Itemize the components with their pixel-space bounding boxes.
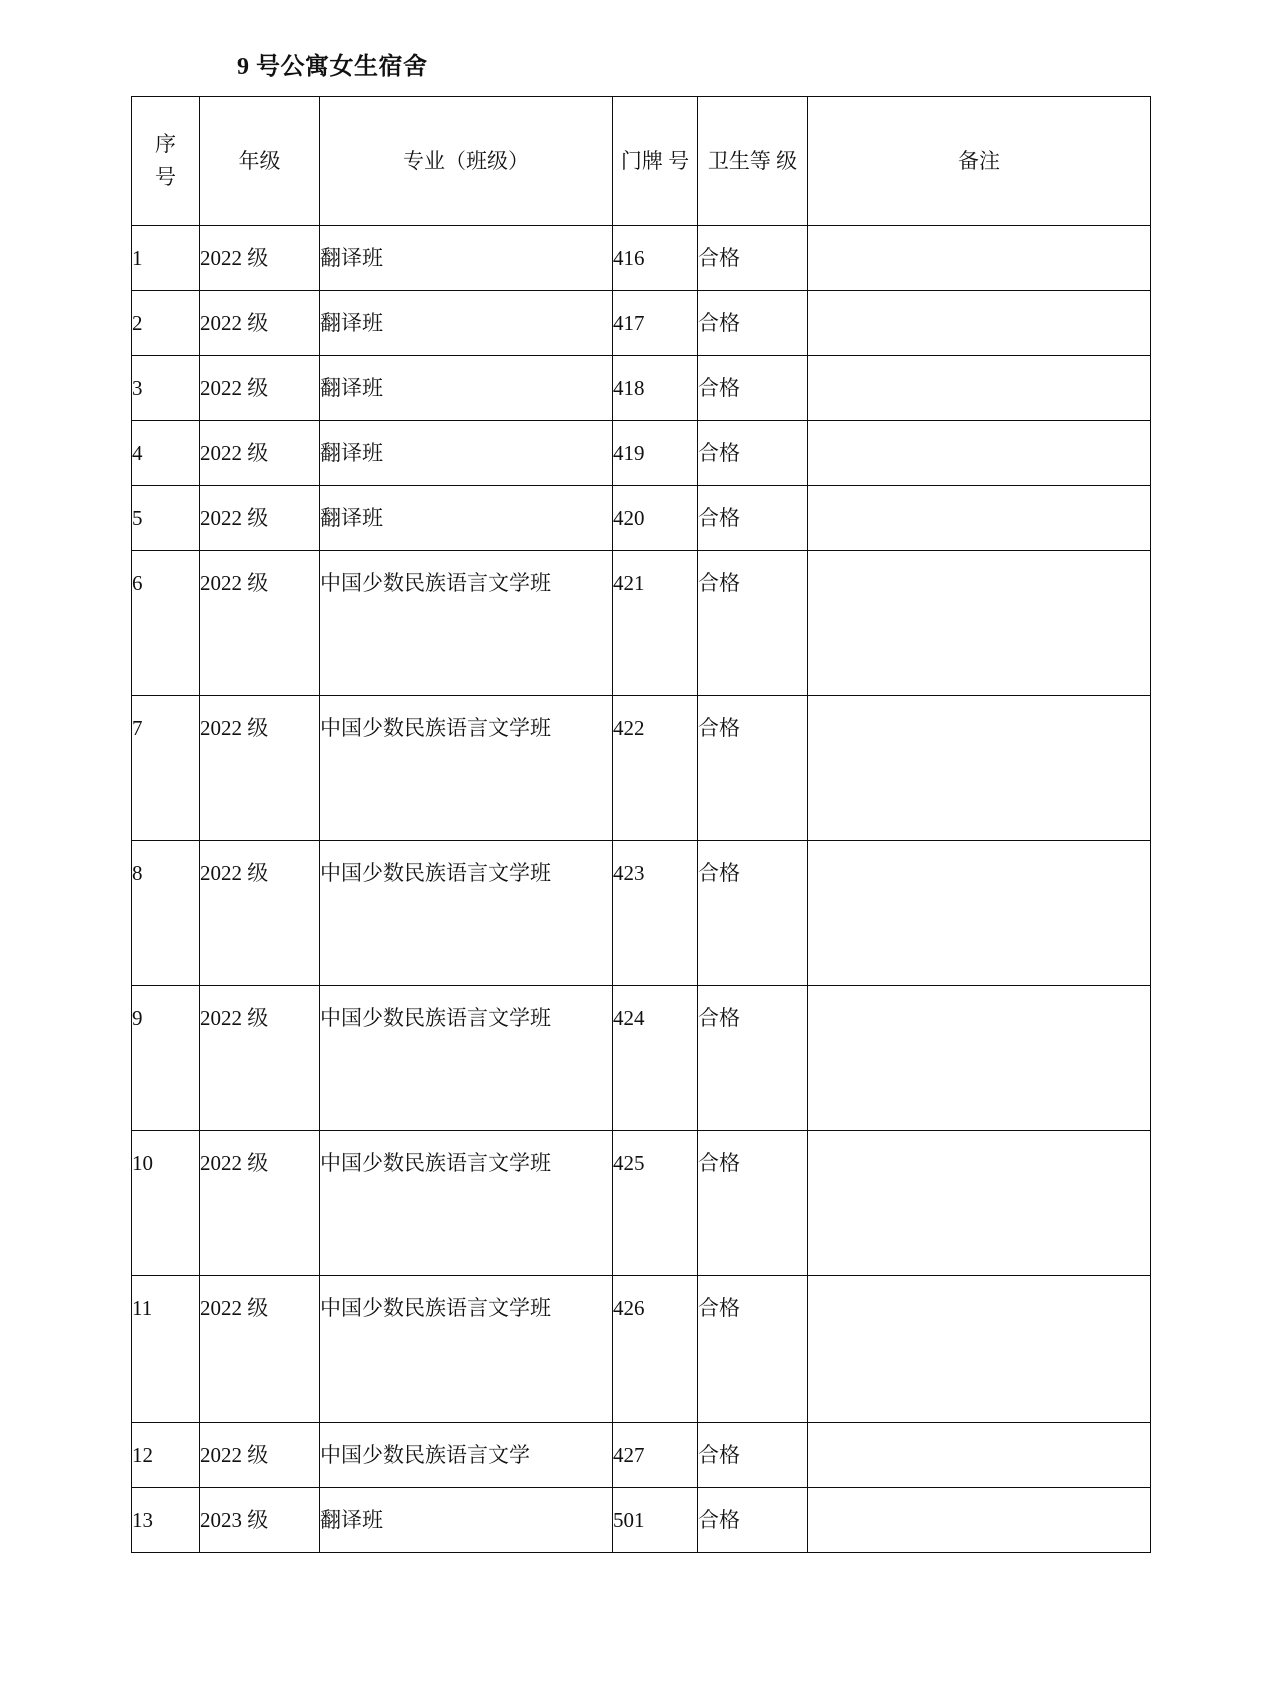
cell-level: 合格: [698, 986, 808, 1131]
cell-seq: 9: [132, 986, 200, 1131]
dormitory-roster-table: [131, 96, 1151, 1553]
table-row: [132, 986, 1151, 1131]
cell-grade: 2022 级: [200, 841, 320, 986]
cell-level: 合格: [698, 291, 808, 356]
column-header-remark: 备注: [808, 97, 1151, 226]
cell-level: 合格: [698, 356, 808, 421]
cell-grade: 2022 级: [200, 421, 320, 486]
cell-level: 合格: [698, 1488, 808, 1553]
cell-major: 中国少数民族语言文学班: [320, 551, 613, 696]
cell-grade: 2022 级: [200, 986, 320, 1131]
cell-grade: 2022 级: [200, 696, 320, 841]
cell-remark: [808, 1488, 1151, 1553]
cell-room: 421: [613, 551, 698, 696]
table-row: [132, 696, 1151, 841]
cell-major: 中国少数民族语言文学班: [320, 1276, 613, 1423]
cell-level: 合格: [698, 486, 808, 551]
cell-grade: 2022 级: [200, 1276, 320, 1423]
cell-remark: [808, 226, 1151, 291]
table-row: [132, 486, 1151, 551]
cell-remark: [808, 1423, 1151, 1488]
cell-room: 420: [613, 486, 698, 551]
cell-remark: [808, 356, 1151, 421]
cell-remark: [808, 486, 1151, 551]
page-title: 9 号公寓女生宿舍: [237, 54, 428, 80]
cell-level: 合格: [698, 226, 808, 291]
cell-seq: 4: [132, 421, 200, 486]
cell-remark: [808, 986, 1151, 1131]
cell-remark: [808, 551, 1151, 696]
cell-level: 合格: [698, 696, 808, 841]
table-row: [132, 1488, 1151, 1553]
cell-level: 合格: [698, 551, 808, 696]
cell-grade: 2022 级: [200, 1131, 320, 1276]
column-header-room: 门牌 号: [613, 97, 698, 226]
cell-major: 中国少数民族语言文学班: [320, 1131, 613, 1276]
cell-seq: 5: [132, 486, 200, 551]
cell-remark: [808, 841, 1151, 986]
cell-room: 427: [613, 1423, 698, 1488]
table-header-row: [132, 97, 1151, 226]
cell-major: 翻译班: [320, 291, 613, 356]
cell-major: 翻译班: [320, 421, 613, 486]
table-row: [132, 421, 1151, 486]
cell-grade: 2022 级: [200, 551, 320, 696]
cell-major: 中国少数民族语言文学: [320, 1423, 613, 1488]
column-header-level: 卫生等 级: [698, 97, 808, 226]
cell-level: 合格: [698, 1276, 808, 1423]
table-row: [132, 226, 1151, 291]
cell-remark: [808, 291, 1151, 356]
column-header-major: 专业（班级）: [320, 97, 613, 226]
cell-seq: 6: [132, 551, 200, 696]
cell-level: 合格: [698, 1131, 808, 1276]
cell-room: 419: [613, 421, 698, 486]
cell-major: 翻译班: [320, 1488, 613, 1553]
cell-seq: 8: [132, 841, 200, 986]
cell-seq: 11: [132, 1276, 200, 1423]
cell-room: 417: [613, 291, 698, 356]
cell-grade: 2022 级: [200, 291, 320, 356]
column-header-seq: 序 号: [132, 97, 200, 226]
cell-grade: 2022 级: [200, 1423, 320, 1488]
cell-remark: [808, 696, 1151, 841]
cell-major: 中国少数民族语言文学班: [320, 841, 613, 986]
table-row: [132, 1131, 1151, 1276]
table-row: [132, 1423, 1151, 1488]
cell-major: 中国少数民族语言文学班: [320, 986, 613, 1131]
column-header-grade: 年级: [200, 97, 320, 226]
cell-room: 422: [613, 696, 698, 841]
cell-room: 425: [613, 1131, 698, 1276]
cell-grade: 2022 级: [200, 356, 320, 421]
cell-level: 合格: [698, 1423, 808, 1488]
cell-major: 中国少数民族语言文学班: [320, 696, 613, 841]
cell-seq: 1: [132, 226, 200, 291]
table-row: [132, 356, 1151, 421]
cell-room: 501: [613, 1488, 698, 1553]
cell-seq: 3: [132, 356, 200, 421]
cell-room: 423: [613, 841, 698, 986]
cell-major: 翻译班: [320, 226, 613, 291]
cell-room: 424: [613, 986, 698, 1131]
cell-seq: 10: [132, 1131, 200, 1276]
table-body: [132, 226, 1151, 1553]
cell-major: 翻译班: [320, 486, 613, 551]
cell-seq: 13: [132, 1488, 200, 1553]
cell-grade: 2023 级: [200, 1488, 320, 1553]
cell-level: 合格: [698, 841, 808, 986]
cell-grade: 2022 级: [200, 486, 320, 551]
table-row: [132, 1276, 1151, 1423]
cell-seq: 2: [132, 291, 200, 356]
table-row: [132, 291, 1151, 356]
cell-seq: 12: [132, 1423, 200, 1488]
cell-grade: 2022 级: [200, 226, 320, 291]
table-row: [132, 841, 1151, 986]
table-row: [132, 551, 1151, 696]
cell-remark: [808, 1276, 1151, 1423]
cell-remark: [808, 1131, 1151, 1276]
table-header: [132, 97, 1151, 226]
cell-seq: 7: [132, 696, 200, 841]
cell-level: 合格: [698, 421, 808, 486]
cell-remark: [808, 421, 1151, 486]
cell-room: 426: [613, 1276, 698, 1423]
cell-major: 翻译班: [320, 356, 613, 421]
cell-room: 418: [613, 356, 698, 421]
cell-room: 416: [613, 226, 698, 291]
